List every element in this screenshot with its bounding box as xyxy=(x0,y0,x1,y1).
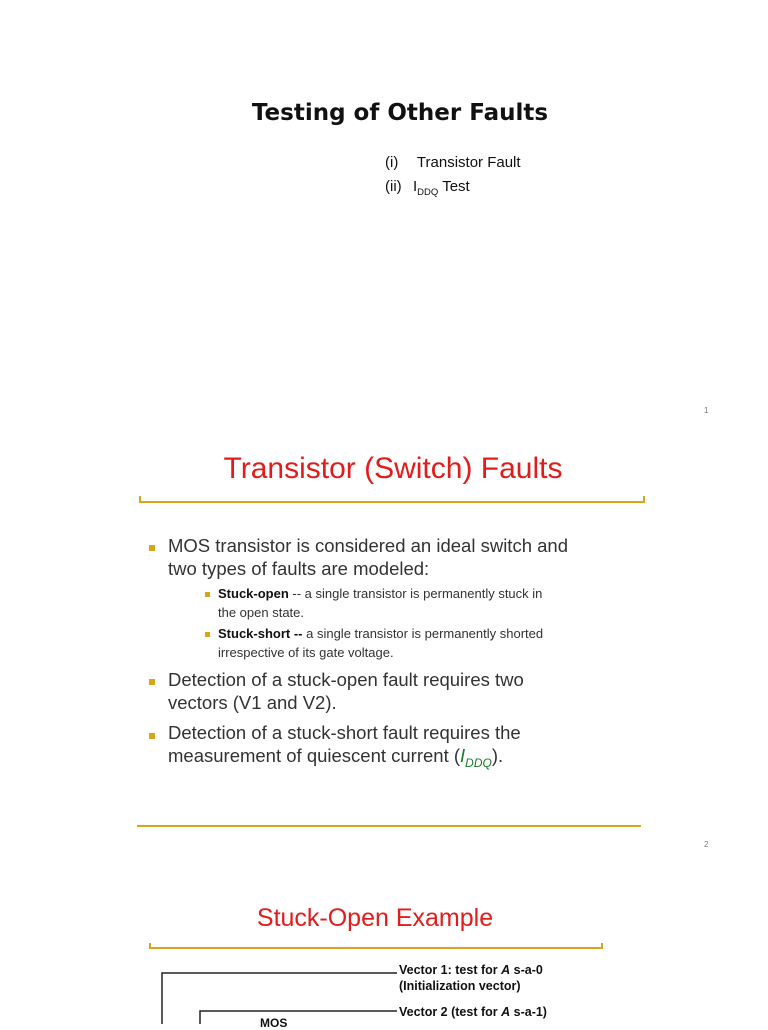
topic-text-prefix: I xyxy=(413,178,418,195)
slide1-title: Testing of Other Faults xyxy=(251,100,549,126)
slide3-title: Stuck-Open Example xyxy=(256,904,494,932)
vector2-wire xyxy=(200,1011,397,1024)
bullet-line: MOS transistor is considered an ideal switch and xyxy=(168,535,568,556)
sub-bullet-marker xyxy=(205,592,210,597)
vector1-label xyxy=(399,962,543,994)
title-rule xyxy=(139,501,645,503)
vector1-line xyxy=(399,962,543,978)
bullet-line: Detection of a stuck-short fault requires the xyxy=(168,722,521,743)
sub-bullet-line: -- a single transistor is permanently stuck in xyxy=(288,586,543,601)
bullet-line: two types of faults are modeled: xyxy=(168,558,430,579)
vector2-text: s-a-1) xyxy=(510,1005,547,1019)
mos-label: MOS xyxy=(260,1016,288,1030)
topic-item xyxy=(385,175,521,205)
bullet-marker xyxy=(149,679,155,685)
sub-bullet-marker xyxy=(205,632,210,637)
topic-text: Transistor Fault xyxy=(416,154,521,171)
vector1-text: Vector 1: test for xyxy=(399,963,502,977)
sub-bullet-text xyxy=(218,624,543,662)
bullet-text xyxy=(168,534,568,580)
vector1-text: s-a-0 xyxy=(510,963,543,977)
slide2-title: Transistor (Switch) Faults xyxy=(223,452,563,485)
page-number: 2 xyxy=(704,840,709,849)
bullet-line: Detection of a stuck-open fault requires two xyxy=(168,669,524,690)
footer-rule xyxy=(137,825,641,827)
iddq-subscript: DDQ xyxy=(465,756,492,770)
page-number: 1 xyxy=(704,406,709,415)
sub-bullet-line: a single transistor is permanently shorted xyxy=(302,626,544,641)
bullet-text xyxy=(168,668,524,714)
topic-text-suffix: Test xyxy=(438,178,470,195)
vector1-line: (Initialization vector) xyxy=(399,979,521,993)
circuit-lines xyxy=(150,960,410,1024)
vector2-label xyxy=(399,1004,547,1020)
sub-bullet-line: irrespective of its gate voltage. xyxy=(218,645,394,660)
bullet-line-part: measurement of quiescent current ( xyxy=(168,745,461,766)
vector2-text: Vector 2 (test for xyxy=(399,1005,502,1019)
vector2-variable: A xyxy=(501,1005,511,1019)
topic-number: (ii) xyxy=(385,178,402,195)
bullet-line-part: ). xyxy=(491,745,504,766)
topic-number: (i) xyxy=(385,154,399,171)
bullet-line: vectors (V1 and V2). xyxy=(168,692,337,713)
sub-bullet-text xyxy=(218,584,542,622)
sub-bullet-line: the open state. xyxy=(218,605,305,620)
term-stuck-open: Stuck-open xyxy=(218,586,289,601)
term-stuck-short: Stuck-short -- xyxy=(218,626,303,641)
topic-text-subscript: DDQ xyxy=(417,187,439,198)
title-rule xyxy=(149,947,603,949)
bullet-marker xyxy=(149,545,155,551)
vector1-variable: A xyxy=(501,963,511,977)
bullet-marker xyxy=(149,733,155,739)
iddq-symbol xyxy=(460,745,492,770)
bullet-line xyxy=(168,744,521,775)
topic-item xyxy=(385,151,521,175)
iddq-main: I xyxy=(460,745,466,766)
bullet-text xyxy=(168,721,521,775)
slide1-topic-list xyxy=(385,151,521,205)
